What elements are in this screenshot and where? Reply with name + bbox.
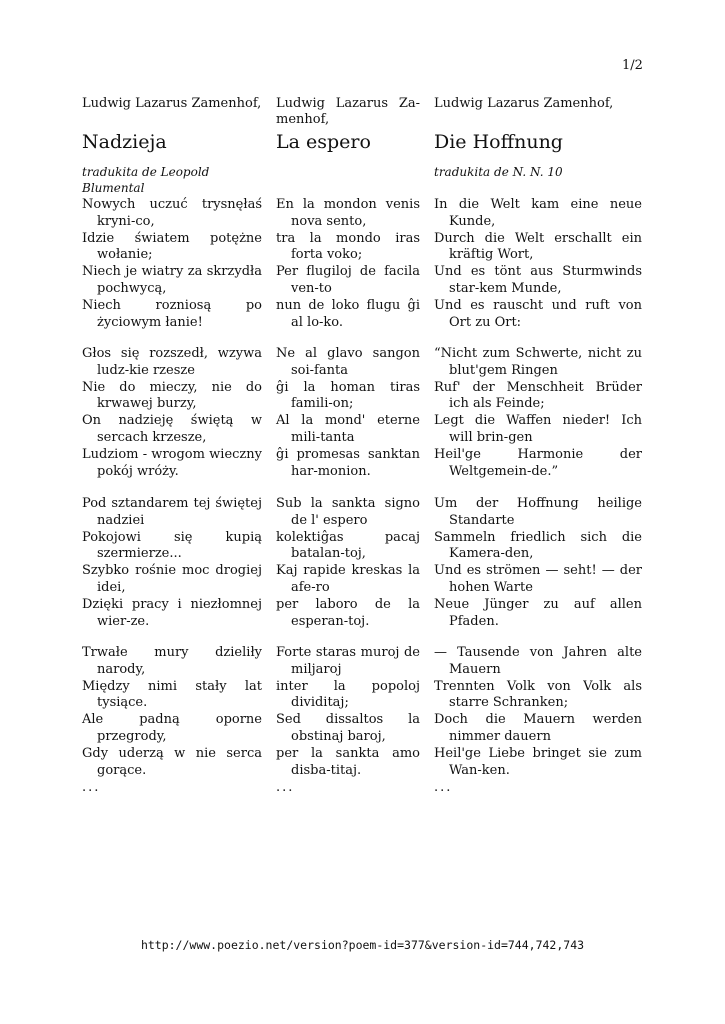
verse-line: Heil'ge Liebe bringet sie zum Wan-ken. (434, 745, 642, 778)
verse-line: per la sankta amo disba-titaj. (276, 745, 420, 778)
stanza (82, 197, 262, 331)
stanza (276, 645, 420, 779)
stanza (434, 197, 642, 331)
verse-line: Niech rozniosą po życiowym łanie! (82, 297, 262, 330)
verse-line: Doch die Mauern werden nimmer dauern (434, 712, 642, 744)
continuation-ellipsis: ... (434, 780, 453, 795)
verse-line: Ne al glavo sangon soi-fanta (276, 346, 420, 378)
verse-line: Forte staras muroj de miljaroj (276, 645, 420, 677)
verse-line: Nowych uczuć trysnęłaś kryni-co, (82, 197, 262, 229)
verse-line: Und es strömen — seht! — der hohen Warte (434, 563, 642, 595)
author: Ludwig Lazarus Zamenhof, (82, 96, 262, 111)
stanza (82, 645, 262, 779)
poem-column-esperanto (276, 96, 420, 795)
verse-line: Und es tönt aus Sturmwinds star-kem Munde, (434, 264, 642, 296)
verse-line: Pod sztandarem tej świętej nadziei (82, 496, 262, 528)
verse-line: Ruf' der Menschheit Brüder ich als Feinde; (434, 379, 642, 412)
verse-line: Al la mond' eterne mili-tanta (276, 413, 420, 445)
stanza (276, 346, 420, 480)
verse-line: Sed dissaltos la obstinaj baroj, (276, 712, 420, 744)
verse-line: per laboro de la esperan-toj. (276, 596, 420, 629)
verse-line: Głos się rozszedł, wzywa ludz-kie rzesze (82, 346, 262, 378)
verse-line: nun de loko flugu ĝi al lo-ko. (276, 297, 420, 330)
verse-line: Między nimi stały lat tysiące. (82, 678, 262, 711)
translator-credit (276, 164, 420, 194)
stanza (434, 346, 642, 480)
verse-line: Und es rauscht und ruft von Ort zu Ort: (434, 297, 642, 330)
translator-credit: tradukita de Leopold Blumental (82, 165, 210, 195)
source-url: http://www.poezio.net/version?poem-id=377&version-id=744,742,743 (140, 938, 585, 952)
author: Ludwig Lazarus Zamenhof, (434, 96, 614, 111)
verse-line: Ale padną oporne przegrody, (82, 712, 262, 744)
verse-line: inter la popoloj dividitaj; (276, 678, 420, 711)
verse-line: Neue Jünger zu auf allen Pfaden. (434, 596, 642, 629)
verse-line: Gdy uderzą w nie serca gorące. (82, 745, 262, 778)
verse-line: Trwałe mury dzieliły narody, (82, 645, 262, 677)
verse-line: Nie do mieczy, nie do krwawej burzy, (82, 379, 262, 412)
verse-line: Kaj rapide kreskas la afe-ro (276, 563, 420, 595)
verse-line: Ludziom - wrogom wieczny pokój wróży. (82, 446, 262, 479)
author: Ludwig Lazarus Za-menhof, (276, 96, 420, 127)
stanza (82, 346, 262, 480)
verse-line: kolektiĝas pacaj batalan-toj, (276, 529, 420, 562)
stanza (276, 496, 420, 630)
verse-line: Dzięki pracy i niezłomnej wier-ze. (82, 596, 262, 629)
page-number: 1/2 (622, 58, 643, 73)
verse-line: “Nicht zum Schwerte, nicht zu blut'gem Ringen (434, 346, 642, 378)
verse-line: Pokojowi się kupią szermierze... (82, 529, 262, 562)
poem-column-german (434, 96, 642, 795)
verse-line: Um der Hoffnung heilige Standarte (434, 496, 642, 528)
verse-line: Idzie światem potężne wołanie; (82, 230, 262, 263)
poem-title: Die Hoffnung (434, 131, 563, 153)
verse-line: Durch die Welt erschallt ein kräftig Wort, (434, 230, 642, 263)
stanza (434, 496, 642, 630)
verse-line: Sub la sankta signo de l' espero (276, 496, 420, 528)
verse-line: tra la mondo iras forta voko; (276, 230, 420, 263)
verse-line: In die Welt kam eine neue Kunde, (434, 197, 642, 229)
verse-line: Legt die Waffen nieder! Ich will brin-gen (434, 413, 642, 445)
stanza (434, 645, 642, 779)
verse-line: ĝi promesas sanktan har-monion. (276, 446, 420, 479)
stanza (276, 197, 420, 331)
verse-line: — Tausende von Jahren alte Mauern (434, 645, 642, 677)
poem-title: Nadzieja (82, 131, 167, 153)
continuation-ellipsis: ... (276, 780, 295, 795)
verse-line: Trennten Volk von Volk als starre Schranken; (434, 678, 642, 711)
verse-line: Heil'ge Harmonie der Weltgemein-de.” (434, 446, 642, 479)
poem-title: La espero (276, 131, 371, 153)
continuation-ellipsis: ... (82, 780, 101, 795)
verse-line: ĝi la homan tiras famili-on; (276, 379, 420, 412)
poem-column-polish (82, 96, 262, 795)
stanza (82, 496, 262, 630)
verse-line: Per flugiloj de facila ven-to (276, 264, 420, 296)
translator-credit: tradukita de N. N. 10 (434, 165, 563, 179)
verse-line: Niech je wiatry za skrzydła pochwycą, (82, 264, 262, 296)
verse-line: On nadzieję świętą w sercach krzesze, (82, 413, 262, 445)
verse-line: Szybko rośnie moc drogiej idei, (82, 563, 262, 595)
verse-line: En la mondon venis nova sento, (276, 197, 420, 229)
verse-line: Sammeln friedlich sich die Kamera-den, (434, 529, 642, 562)
